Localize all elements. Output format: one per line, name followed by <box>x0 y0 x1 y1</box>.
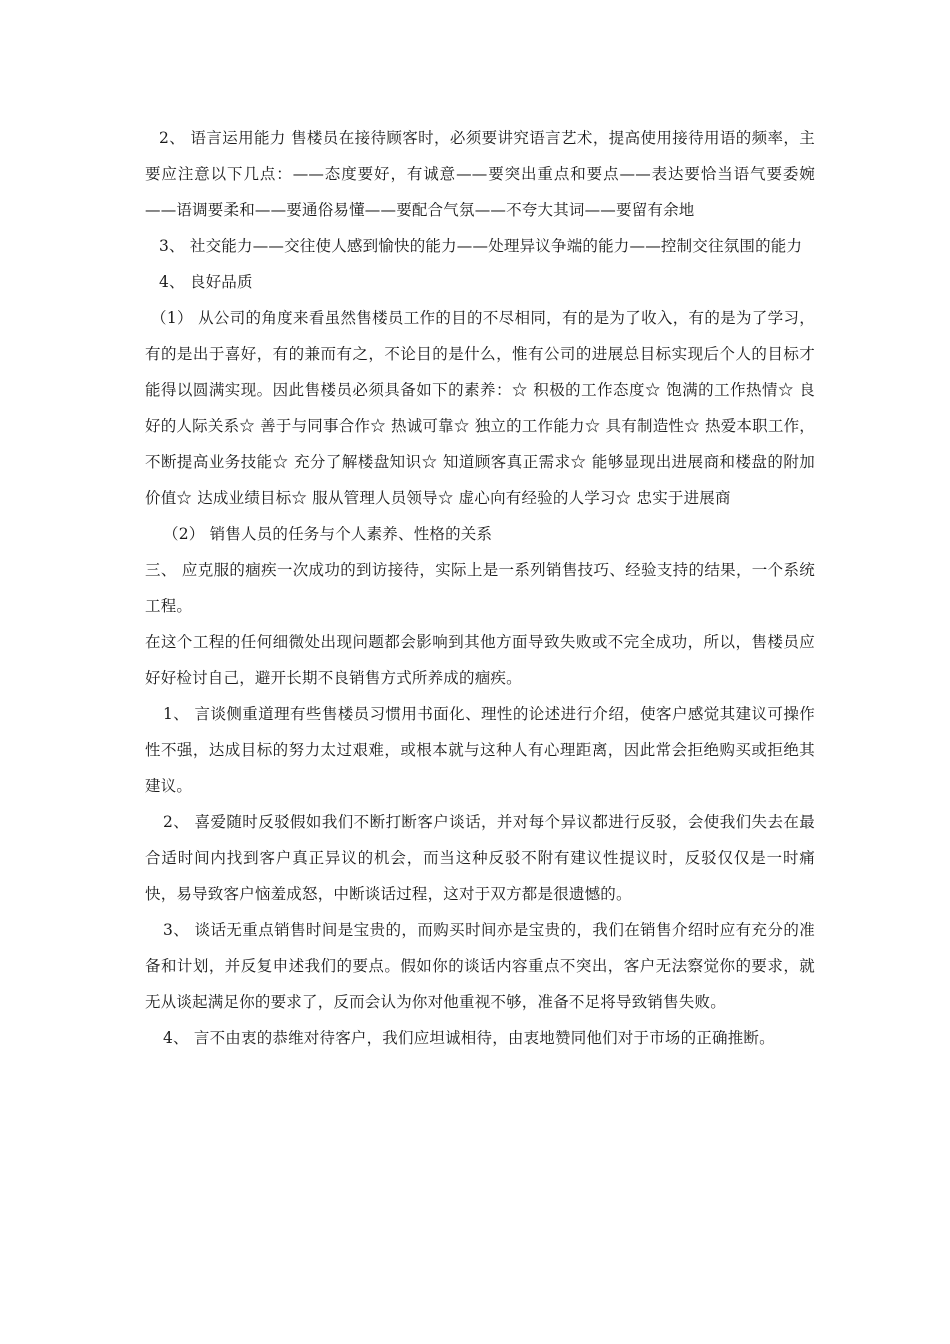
document-body <box>145 120 815 1056</box>
paragraph-good-quality-heading: 4、 良好品质 <box>159 273 253 291</box>
paragraph-qualities-list: （1） 从公司的角度来看虽然售楼员工作的目的不尽相同，有的是为了收入，有的是为了学习，有的是出于喜好，有的兼而有之，不论目的是什么，惟有公司的进展总目标实现后个人的目标才能得以圆满实现。因此售楼员必须具备如下的素养：☆ 积极的工作态度☆ 饱满的工作热情☆ 良好的人际关系☆ 善于与同事合作☆ 热诚可靠☆ 独立的工作能力☆ 具有制造性☆ 热爱本职工作，不断提高业务技能☆ 充分了解楼盘知识☆ 知道顾客真正需求☆ 能够显现出进展商和楼盘的附加价值☆ 达成业绩目标☆ 服从管理人员领导☆ 虚心向有经验的人学习☆ 忠实于进展商 <box>145 309 815 507</box>
paragraph-habit-2: 2、 喜爱随时反驳假如我们不断打断客户谈话，并对每个异议都进行反驳，会使我们失去在最合适时间内找到客户真正异议的机会，而当这种反驳不附有建议性提议时，反驳仅仅是一时痛快，易导致客户恼羞成怒，中断谈话过程，这对于双方都是很遗憾的。 <box>145 813 815 903</box>
paragraph-tasks-relation: （2） 销售人员的任务与个人素养、性格的关系 <box>163 525 493 543</box>
paragraph-section-three-heading: 三、 应克服的痼疾一次成功的到访接待，实际上是一系列销售技巧、经验支持的结果，一个系统工程。 <box>145 561 815 615</box>
paragraph-language-ability: 2、 语言运用能力 售楼员在接待顾客时，必须要讲究语言艺术，提高使用接待用语的频率，主要应注意以下几点：——态度要好，有诚意——要突出重点和要点——表达要恰当语气要委婉——语调要柔和——要通俗易懂——要配合气氛——不夸大其词——要留有余地 <box>145 129 815 219</box>
paragraph-social-ability: 3、 社交能力——交往使人感到愉快的能力——处理异议争端的能力——控制交往氛围的能力 <box>159 237 803 255</box>
paragraph-habit-1: 1、 言谈侧重道理有些售楼员习惯用书面化、理性的论述进行介绍，使客户感觉其建议可操作性不强，达成目标的努力太过艰难，或根本就与这种人有心理距离，因此常会拒绝购买或拒绝其建议。 <box>145 705 815 795</box>
paragraph-section-three-intro: 在这个工程的任何细微处出现问题都会影响到其他方面导致失败或不完全成功，所以，售楼员应好好检讨自己，避开长期不良销售方式所养成的痼疾。 <box>145 633 815 687</box>
paragraph-habit-4: 4、 言不由衷的恭维对待客户，我们应坦诚相待，由衷地赞同他们对于市场的正确推断。 <box>163 1029 775 1047</box>
paragraph-habit-3: 3、 谈话无重点销售时间是宝贵的，而购买时间亦是宝贵的，我们在销售介绍时应有充分的准备和计划，并反复申述我们的要点。假如你的谈话内容重点不突出，客户无法察觉你的要求，就无从谈起满足你的要求了，反而会认为你对他重视不够，准备不足将导致销售失败。 <box>145 921 815 1011</box>
